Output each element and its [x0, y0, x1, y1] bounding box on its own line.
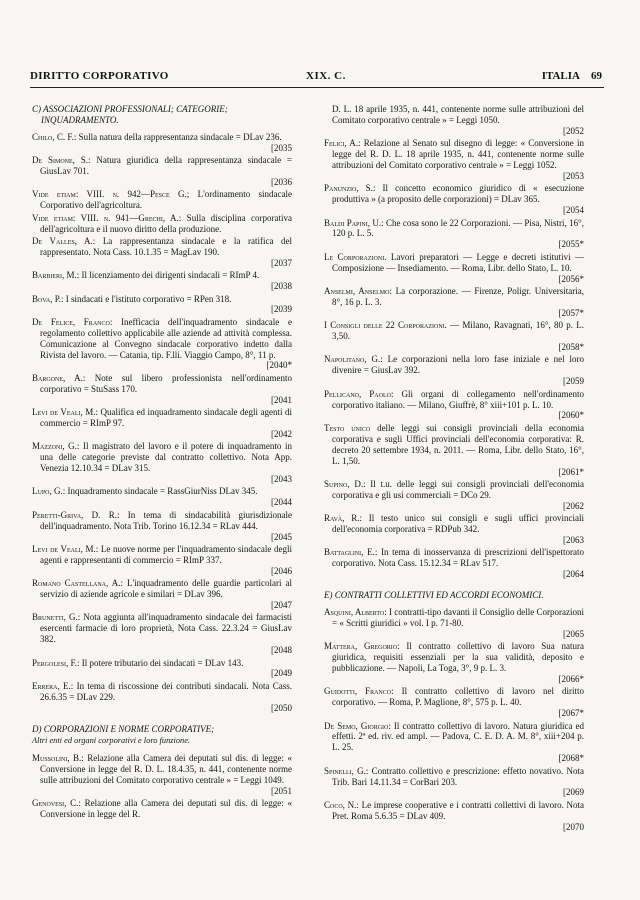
entry-author: Spinelli, G.: — [324, 765, 369, 776]
entry-number: [2069 — [563, 787, 584, 798]
entry-text: In tema di sindacabilità giurisdizionale dell'inquadramento. Nota Trib. Torino 16.12.34 = RLav 444. — [40, 509, 292, 531]
entry-number: [2042 — [271, 428, 292, 439]
bibliography-entry — [324, 479, 584, 512]
bibliography-entry — [32, 407, 292, 440]
entry-number: [2052 — [563, 125, 584, 136]
bibliography-entry — [324, 423, 584, 478]
entry-author: Brunetti, G.: — [32, 612, 81, 623]
entry-author: Bargone, A.: — [32, 372, 86, 383]
entry-author: Battaglini, E.: — [324, 547, 378, 558]
bibliography-entry — [32, 189, 292, 211]
entry-author: Levi de Veali, M.: — [32, 543, 99, 554]
entry-text: Contratto collettivo e prescrizione: effetto novativo. Nota Trib. Bari 14.11.34 = CorBari 203. — [332, 765, 584, 787]
header-country-page — [542, 70, 602, 82]
entry-author: Asquini, Alberto: — [324, 606, 387, 617]
section-d-subtitle: Altri enti ed organi corporativi e loro funzione. — [32, 736, 191, 746]
entry-text: Il contratto collettivo di lavoro Sua natura giuridica, requisiti essenziali per la sua validità, deposito e pubblicazione. — Napoli, La Toga, 3°, 9 p. L. 3. — [332, 641, 584, 673]
entry-text: Relazione alla Camera dei deputati sul dis. di legge: « Conversione in legge del R. D. L. 18.4.35, n. 441, contenente norme sulle attribuzioni del Comitato corporativo centrale » = Leggi 1049. — [40, 753, 292, 786]
entry-author: Barbieri, M.: — [32, 270, 80, 281]
bibliography-entry — [32, 612, 292, 656]
entry-author: De Simone, S.: — [32, 155, 91, 166]
entry-author: Pergolesi, F.: — [32, 657, 80, 668]
entry-number: [2036 — [271, 176, 292, 187]
entry-number: [2067* — [558, 708, 584, 719]
entry-number: [2059 — [563, 376, 584, 387]
entry-author: Chilo, C. F.: — [32, 131, 77, 142]
bibliography-entry — [32, 798, 292, 820]
entry-text: Relazione al Senato sul disegno di legge: « Conversione in legge del R. D. L. 18 aprile 1935, n. 441, contenente norme sulle attribuzioni del Comitato corporativo centrale » = Leggi 1052. — [332, 138, 584, 171]
entry-author: Coco, N.: — [324, 799, 359, 810]
entry-text: Qualifica ed inquadramento sindacale degli agenti di commercio = RImP 97. — [40, 407, 292, 428]
bibliography-entry — [32, 578, 292, 611]
section-c-entries — [32, 132, 292, 714]
entry-number: [2058* — [558, 342, 584, 353]
entry-number: [2053 — [563, 170, 584, 181]
entry-author: Peretti-Griva, D. R.: — [32, 509, 120, 520]
section-d-entries-left — [32, 753, 292, 820]
entry-number: [2051 — [271, 786, 292, 797]
entry-number: [2070 — [563, 821, 584, 832]
entry-author: Testo unico — [324, 422, 371, 433]
entry-number: [2061* — [558, 466, 584, 477]
entry-author: Panunzio, S.: — [324, 183, 376, 194]
entry-number: [2062 — [563, 500, 584, 511]
bibliography-entry — [32, 317, 292, 372]
entry-number: [2037 — [271, 257, 292, 268]
entry-number: [2040* — [266, 360, 292, 371]
entry-author: Anselmi, Anselmo: — [324, 286, 392, 296]
bibliography-entry — [324, 800, 584, 833]
entry-author: Le Corporazioni. — [324, 251, 387, 262]
entry-number: [2044 — [271, 497, 292, 508]
entry-text: Il testo unico sui consigli e sugli uffici provinciali dell'economia corporativa = RDPub 342. — [332, 513, 584, 535]
bibliography-entry — [324, 607, 584, 640]
bibliography-entry — [32, 155, 292, 188]
entry-text: — Milano, Ravagnati, 16°, 80 p. L. 3,50. — [332, 320, 584, 342]
section-d-entries-right — [324, 138, 584, 580]
entry-text: L'ordinamento sindacale Corporativo dell'agricoltura. — [40, 189, 293, 211]
bibliography-entry — [324, 686, 584, 719]
entry-text: Sulla disciplina corporativa dell'agricoltura e il nuovo diritto della produzione. — [40, 212, 292, 234]
entry-text: Le imprese cooperative e i contratti collettivi di lavoro. Nota Pret. Roma 5.6.35 = DLav 409. — [332, 799, 585, 821]
bibliography-entry — [324, 513, 584, 546]
entry-number: [2068* — [558, 753, 584, 764]
entry-author: Mattera, Gregorio: — [324, 641, 400, 652]
bibliography-entry — [324, 320, 584, 353]
bibliography-entry — [32, 681, 292, 714]
entry-author: Mussolini, B.: — [32, 753, 84, 764]
entry-author: Felici, A.: — [324, 138, 361, 149]
bibliography-entry — [32, 236, 292, 269]
bibliography-entry — [32, 373, 292, 406]
header-rule — [30, 87, 604, 88]
entry-author: Vide etiam: VIII. n. 942—Pesce G.; — [32, 189, 190, 200]
entry-author: Mazzoni, G.: — [32, 441, 80, 452]
running-header — [30, 70, 602, 84]
bibliography-entry — [324, 183, 584, 216]
bibliography-entry — [324, 766, 584, 799]
entry-text: L'inquadramento delle guardie particolari al servizio di aziende agricole e similari = DLav 396. — [40, 578, 292, 600]
continued-entry-text: D. L. 18 aprile 1935, n. 441, contenente norme sulle attribuzioni del Comitato corporativo centrale » = Leggi 1050. — [332, 104, 584, 125]
bibliography-entry — [32, 294, 292, 316]
entry-number: [2046 — [271, 565, 292, 576]
entry-text: Il licenziamento dei dirigenti sindacali = RImP 4. — [79, 270, 260, 281]
entry-author: Guidotti, Franco: — [324, 686, 394, 697]
section-e-title: E) CONTRATTI COLLETTIVI ED ACCORDI ECONOMICI. — [324, 590, 544, 601]
entry-number: [2064 — [563, 569, 584, 580]
entry-number: [2048 — [271, 645, 292, 656]
bibliography-entry — [324, 286, 584, 319]
entry-author: Errera, E.: — [32, 680, 74, 691]
entry-text: Le nuove norme per l'inquadramento sindacale degli agenti e rappresentanti di commercio = RImP 337. — [40, 543, 292, 565]
entry-author: Baldi Papini, U.: — [324, 217, 384, 228]
entry-author: Supino, D.: — [324, 478, 366, 489]
bibliography-entry — [32, 270, 292, 292]
entry-author: Levi de Veali, M.: — [32, 407, 99, 418]
bibliography-entry — [324, 547, 584, 580]
entry-number: [2039 — [271, 304, 292, 315]
entry-author: De Felice, Franco: — [32, 316, 113, 327]
bibliography-entry — [32, 510, 292, 543]
entry-number: [2057* — [558, 307, 584, 318]
entry-author: Bova, P.: — [32, 293, 64, 304]
entry-number: [2054 — [563, 205, 584, 216]
entry-text: Inefficacia dell'inquadramento sindacale e regolamento collettivo applicabile alle aziende ad attività complessa. Comunicazione al Convegno sindacale corporativo indetto dalla Rivista del lavoro. — Catania, tip. F.lli. Viaggio Campo, 8°, 11 p. — [40, 316, 292, 360]
bibliography-entry — [32, 441, 292, 485]
bibliography-entry — [324, 218, 584, 251]
right-column — [324, 104, 584, 834]
bibliography-entry — [324, 641, 584, 685]
left-column — [32, 104, 292, 822]
entry-text: Il concetto economico giuridico di « esecuzione produttiva » (a proposito delle corporazioni) = DLav 365. — [332, 183, 585, 205]
entry-number: [2043 — [271, 474, 292, 484]
entry-number: [2056* — [558, 273, 584, 284]
entry-text: Note sul libero professionista nell'ordinamento corporativo = StuSass 170. — [40, 372, 292, 394]
entry-text: Gli organi di collegamento nell'ordinamento corporativo italiano. — Milano, Giuffrè, 8° xiii+101 p. L. 10. — [332, 388, 584, 410]
bibliography-entry — [32, 213, 292, 235]
entry-text: I contratti-tipo davanti il Consiglio delle Corporazioni = « Scritti giuridici » vol. I p. 71-80. — [332, 606, 584, 628]
entry-author: Genovesi, C.: — [32, 798, 81, 809]
entry-text: Il potere tributario dei sindacati = DLav 143. — [79, 657, 244, 668]
entry-author: Pellicano, Paolo: — [324, 388, 394, 399]
entry-text: I sindacati e l'istituto corporativo = RPen 318. — [63, 293, 232, 304]
bibliography-entry — [32, 132, 292, 154]
entry-author: I Consigli delle 22 Corporazioni. — [324, 320, 447, 331]
entry-text: Che cosa sono le 22 Corporazioni. — Pisa, Nistri, 16°, 120 p. L. 5. — [332, 217, 585, 239]
entry-author: Vide etiam: VIII. n. 941—Grechi, A.: — [32, 212, 182, 223]
bibliography-entry — [324, 138, 584, 182]
entry-text: Inquadramento sindacale = RassGiurNiss DLav 345. — [65, 486, 258, 497]
entry-text: Lavori preparatori — Legge e decreti istitutivi — Composizione — Insediamento. — Roma, Libr. dello Stato, L. 10. — [332, 251, 584, 273]
section-c-title: C) ASSOCIAZIONI PROFESSIONALI; CATEGORIE; INQUADRAMENTO. — [32, 104, 228, 125]
entry-text: Nota aggiunta all'inquadramento sindacale dei farmacisti esercenti farmacie di loro proprietà, Nota Cass. 22.3.24 = GiusLav 382. — [40, 612, 293, 645]
entry-text: Il contratto collettivo di lavoro nel diritto corporativo. — Roma, P. Maglione, 8°, 575 p. L. 40. — [332, 686, 584, 708]
entry-number: [2047 — [271, 599, 292, 610]
bibliography-entry — [32, 486, 292, 508]
entry-text: Il contratto collettivo di lavoro. Natura giuridica ed effetti. 2ª ed. riv. ed ampl. — Padova, C. E. D. A. M. 8°, xiii+204 p. L. 25. — [332, 720, 584, 753]
header-chapter: XIX. C. — [306, 70, 346, 82]
bibliography-entry — [32, 753, 292, 797]
entry-text: Il magistrato del lavoro e il potere di inquadramento in una delle categorie previste dal contratto collettivo. Nota App. Venezia 12.10.34 = DLav 315. — [40, 441, 292, 474]
entry-number: [2065 — [563, 628, 584, 639]
entry-text: La rappresentanza sindacale e la ratifica del rappresentato. Nota Cass. 10.1.35 = MagLav 190. — [40, 235, 292, 257]
entry-text: In tema di riscossione dei contributi sindacali. Nota Cass. 26.6.35 = DLav 229. — [40, 680, 292, 702]
entry-text: In tema di inosservanza di prescrizioni dell'ispettorato corporativo. Nota Cass. 15.12.34 = RLav 517. — [332, 547, 584, 569]
entry-text: La corporazione. — Firenze, Poligr. Universitaria, 8°, 16 p. L. 3. — [332, 286, 584, 307]
entry-text: Il t.u. delle leggi sui consigli provinciali dell'economia corporativa e gli usi commerciali = DCo 29. — [332, 478, 585, 500]
entry-number: [2038 — [271, 281, 292, 292]
header-section-title: DIRITTO CORPORATIVO — [30, 70, 169, 82]
entry-number: [2041 — [271, 394, 292, 405]
entry-number: [2066* — [558, 673, 584, 684]
bibliography-entry — [324, 389, 584, 422]
entry-number: [2055* — [558, 239, 584, 250]
bibliography-entry — [32, 658, 292, 680]
entry-author: Romano Castellana, A.: — [32, 578, 123, 589]
entry-number: [2050 — [271, 702, 292, 713]
continued-entry — [324, 104, 584, 137]
section-e-entries — [324, 607, 584, 833]
entry-text: delle leggi sui consigli provinciali della economia corporativa e sugli Uffici provinciali dell'economia corporativa: R. decreto 20 settembre 1934, n. 2011. — Roma, Libr. dello Stato, 16°, L. 1,50. — [332, 422, 585, 466]
entry-number: [2045 — [271, 531, 292, 542]
entry-text: Natura giuridica della rappresentanza sindacale = GiusLav 701. — [40, 155, 292, 177]
page-number: 69 — [591, 70, 602, 82]
entry-number: [2049 — [271, 668, 292, 679]
entry-author: Napolitano, G.: — [324, 354, 383, 365]
entry-number: [2060* — [558, 410, 584, 421]
entry-text: Le corporazioni nella loro fase iniziale e nel loro divenire = GiusLav 392. — [332, 354, 585, 376]
entry-text: Sulla natura della rappresentanza sindacale = DLav 236. — [76, 131, 282, 142]
bibliography-entry — [32, 544, 292, 577]
header-country: ITALIA — [541, 70, 580, 82]
entry-number: [2035 — [271, 142, 292, 153]
entry-number: [2063 — [563, 534, 584, 545]
entry-author: Lupo, G.: — [32, 486, 66, 497]
section-d-title: D) CORPORAZIONI E NORME CORPORATIVE; — [32, 723, 215, 734]
entry-author: Ravà, R.: — [324, 513, 362, 524]
bibliography-entry — [324, 354, 584, 387]
bibliography-entry — [324, 721, 584, 765]
entry-text: Relazione alla Camera dei deputati sul dis. di legge: « Conversione in legge del R. — [40, 798, 292, 820]
entry-author: De Valles, A.: — [32, 235, 96, 246]
bibliography-entry — [324, 252, 584, 285]
entry-author: De Semo, Giorgio: — [324, 720, 391, 731]
